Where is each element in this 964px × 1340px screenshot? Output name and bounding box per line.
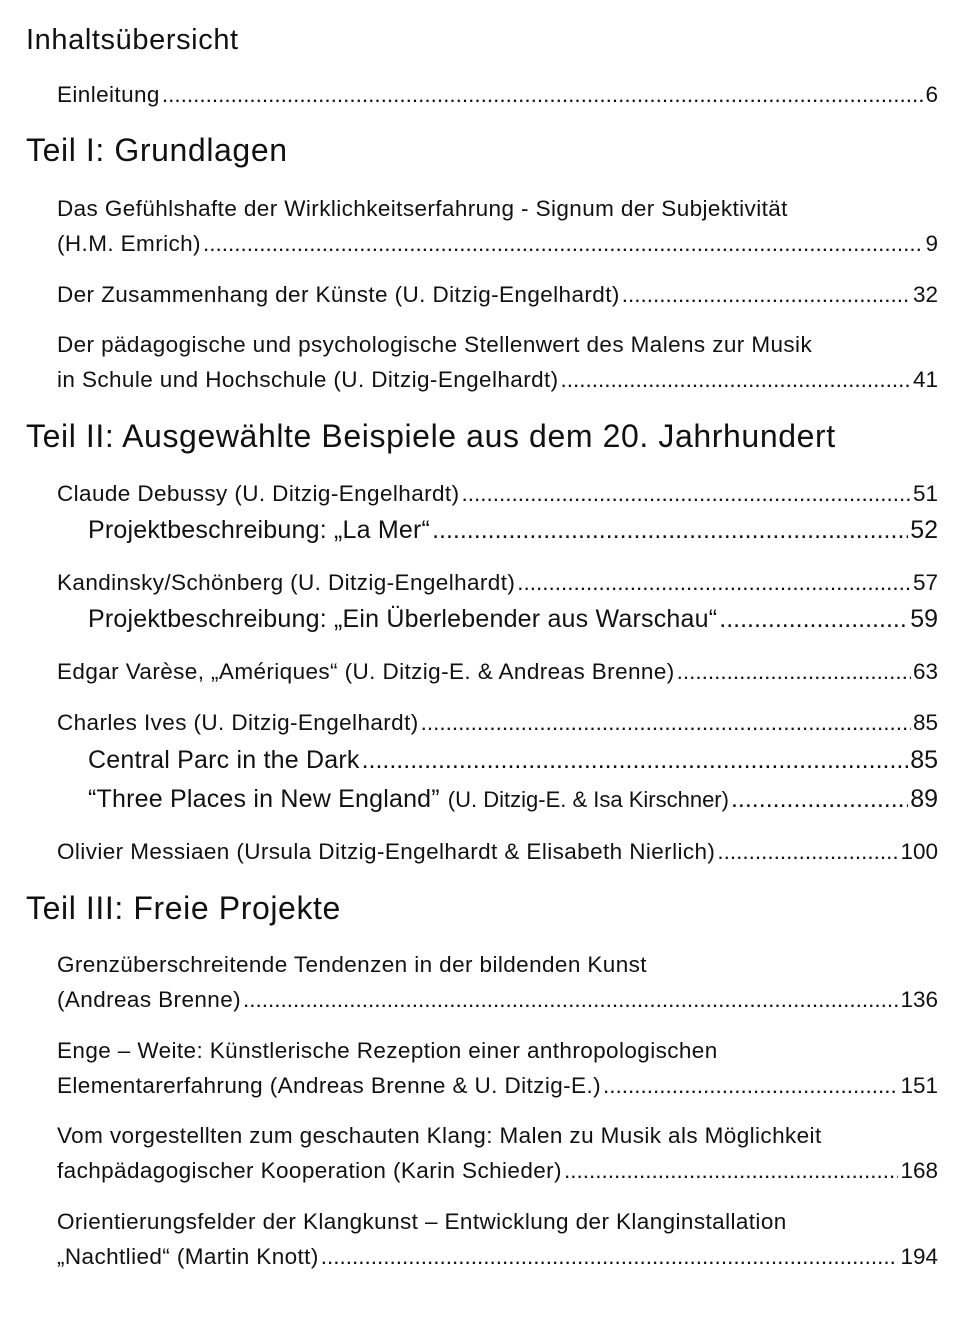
entry-line: Vom vorgestellten zum geschauten Klang: Malen zu Musik als Möglichkeit — [57, 1123, 822, 1148]
entry-title: (H.M. Emrich) — [57, 231, 201, 256]
page-number: 100 — [900, 839, 938, 864]
dot-leader — [321, 1239, 899, 1274]
toc-entry[interactable] — [57, 654, 938, 689]
dot-leader — [561, 362, 911, 397]
part-heading-2: Teil II: Ausgewählte Beispiele aus dem 20. Jahrhundert — [26, 418, 836, 454]
page-number: 57 — [912, 570, 938, 595]
entry-title: Olivier Messiaen (Ursula Ditzig-Engelhardt & Elisabeth Nierlich) — [57, 839, 716, 864]
dot-leader — [677, 654, 911, 689]
entry-line: Der pädagogische und psychologische Stellenwert des Malens zur Musik — [57, 332, 813, 357]
page-number: 59 — [910, 605, 938, 633]
page-number: 51 — [912, 481, 938, 506]
entry-title: Charles Ives (U. Ditzig-Engelhardt) — [57, 710, 419, 735]
dot-leader — [603, 1068, 898, 1103]
toc-entry[interactable] — [57, 834, 938, 869]
entry-title: (Andreas Brenne) — [57, 987, 241, 1012]
dot-leader — [719, 602, 908, 637]
part-heading-3: Teil III: Freie Projekte — [26, 890, 341, 926]
toc-subentry[interactable] — [88, 602, 938, 637]
toc-entry[interactable] — [57, 327, 938, 397]
toc-entry[interactable] — [57, 277, 938, 312]
entry-title: Edgar Varèse, „Amériques“ (U. Ditzig-E. & Andreas Brenne) — [57, 659, 675, 684]
toc-subentry[interactable] — [88, 513, 938, 548]
entry-title: Claude Debussy (U. Ditzig-Engelhardt) — [57, 481, 460, 506]
entry-line: Grenzüberschreitende Tendenzen in der bildenden Kunst — [57, 952, 647, 977]
dot-leader — [243, 982, 898, 1017]
toc-entry[interactable] — [57, 191, 938, 261]
page-number: 9 — [925, 231, 938, 256]
toc-entry[interactable] — [57, 565, 938, 600]
page-number: 52 — [910, 516, 938, 544]
toc-entry[interactable] — [57, 947, 938, 1017]
entry-line: Enge – Weite: Künstlerische Rezeption einer anthropologischen — [57, 1038, 718, 1063]
toc-title: Inhaltsübersicht — [26, 24, 239, 56]
dot-leader — [717, 834, 898, 869]
dot-leader — [731, 782, 908, 817]
entry-title: Elementarerfahrung (Andreas Brenne & U. Ditzig-E.) — [57, 1073, 601, 1098]
entry-authors: (U. Ditzig-E. & Isa Kirschner) — [447, 787, 729, 812]
page-number: 89 — [910, 785, 938, 813]
entry-title: „Nachtlied“ (Martin Knott) — [57, 1244, 319, 1269]
toc-entry[interactable] — [57, 1204, 938, 1274]
page-number: 6 — [925, 82, 938, 107]
page-number: 63 — [912, 659, 938, 684]
dot-leader — [622, 277, 911, 312]
page-number: 85 — [910, 746, 938, 774]
page-number: 168 — [900, 1158, 938, 1183]
entry-title: fachpädagogischer Kooperation (Karin Schieder) — [57, 1158, 562, 1183]
entry-title: Kandinsky/Schönberg (U. Ditzig-Engelhardt) — [57, 570, 516, 595]
toc-entry[interactable] — [57, 476, 938, 511]
page-number: 85 — [912, 710, 938, 735]
toc-entry[interactable] — [57, 1118, 938, 1188]
entry-title: Einleitung — [57, 82, 160, 107]
page-number: 136 — [900, 987, 938, 1012]
entry-title: “Three Places in New England” — [88, 785, 440, 813]
dot-leader — [421, 705, 911, 740]
toc-entry[interactable] — [57, 705, 938, 740]
page-number: 32 — [912, 282, 938, 307]
toc-entry[interactable] — [57, 1033, 938, 1103]
page-number: 194 — [900, 1244, 938, 1269]
dot-leader — [203, 226, 924, 261]
toc-entry-einleitung[interactable] — [57, 77, 938, 112]
entry-title: Projektbeschreibung: „La Mer“ — [88, 516, 431, 544]
toc-subentry[interactable] — [88, 782, 938, 817]
entry-title: Projektbeschreibung: „Ein Überlebender aus Warschau“ — [88, 605, 718, 633]
dot-leader — [461, 476, 911, 511]
part-heading-1: Teil I: Grundlagen — [26, 132, 288, 168]
dot-leader — [162, 77, 924, 112]
dot-leader — [564, 1153, 899, 1188]
dot-leader — [362, 743, 909, 778]
entry-line: Das Gefühlshafte der Wirklichkeitserfahrung - Signum der Subjektivität — [57, 196, 788, 221]
page-number: 151 — [900, 1073, 938, 1098]
page-number: 41 — [912, 367, 938, 392]
entry-title: in Schule und Hochschule (U. Ditzig-Engelhardt) — [57, 367, 559, 392]
entry-line: Orientierungsfelder der Klangkunst – Entwicklung der Klanginstallation — [57, 1209, 787, 1234]
dot-leader — [517, 565, 911, 600]
toc-subentry[interactable] — [88, 743, 938, 778]
entry-title: Central Parc in the Dark — [88, 746, 360, 774]
entry-title: Der Zusammenhang der Künste (U. Ditzig-Engelhardt) — [57, 282, 620, 307]
dot-leader — [432, 513, 908, 548]
